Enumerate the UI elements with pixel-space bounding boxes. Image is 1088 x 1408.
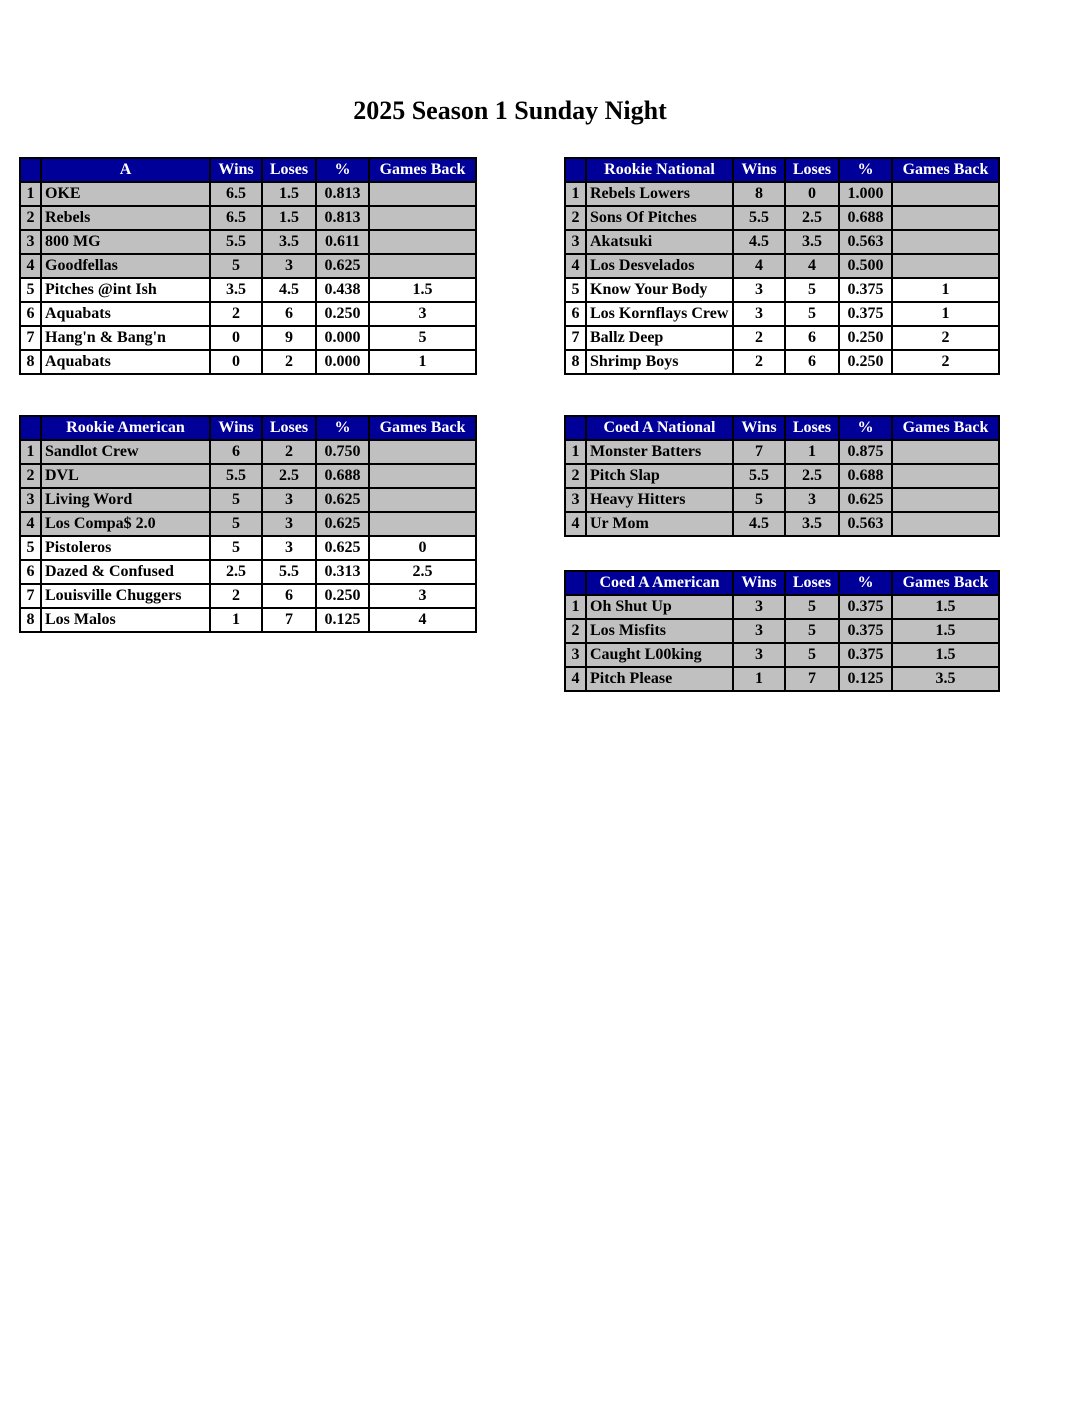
loses-cell: 0 — [785, 182, 839, 206]
games-back-cell — [892, 512, 999, 536]
division-name-header: A — [41, 158, 210, 182]
pct-cell: 0.375 — [839, 278, 892, 302]
wins-cell: 5 — [733, 488, 785, 512]
games-back-cell — [369, 230, 476, 254]
loses-cell: 3 — [262, 512, 316, 536]
team-name-cell: OKE — [41, 182, 210, 206]
rank-header — [20, 416, 41, 440]
loses-cell: 1 — [785, 440, 839, 464]
rank-cell: 2 — [565, 619, 586, 643]
table-row — [20, 464, 476, 488]
games-back-header: Games Back — [369, 158, 476, 182]
rank-cell: 5 — [20, 536, 41, 560]
table-row — [565, 230, 999, 254]
wins-cell: 5.5 — [210, 464, 262, 488]
table-row — [565, 302, 999, 326]
pct-cell: 0.375 — [839, 302, 892, 326]
games-back-cell: 3 — [369, 584, 476, 608]
loses-cell: 4.5 — [262, 278, 316, 302]
team-name-cell: Sandlot Crew — [41, 440, 210, 464]
rank-cell: 2 — [20, 206, 41, 230]
table-row — [20, 536, 476, 560]
team-name-cell: Sons Of Pitches — [586, 206, 733, 230]
team-name-cell: Los Malos — [41, 608, 210, 632]
rank-cell: 7 — [565, 326, 586, 350]
loses-cell: 3 — [262, 536, 316, 560]
games-back-cell: 1.5 — [369, 278, 476, 302]
table-row — [20, 440, 476, 464]
rank-cell: 1 — [20, 182, 41, 206]
rank-cell: 3 — [565, 488, 586, 512]
rank-cell: 3 — [565, 643, 586, 667]
table-row — [565, 643, 999, 667]
pct-cell: 0.625 — [316, 512, 369, 536]
wins-cell: 3 — [733, 595, 785, 619]
loses-cell: 5 — [785, 302, 839, 326]
games-back-cell — [892, 182, 999, 206]
wins-cell: 3 — [733, 643, 785, 667]
games-back-header: Games Back — [892, 158, 999, 182]
games-back-cell — [369, 254, 476, 278]
games-back-cell: 1 — [892, 278, 999, 302]
table-row — [20, 230, 476, 254]
wins-cell: 2 — [733, 350, 785, 374]
team-name-cell: Rebels Lowers — [586, 182, 733, 206]
team-name-cell: Know Your Body — [586, 278, 733, 302]
wins-cell: 4.5 — [733, 230, 785, 254]
rank-cell: 8 — [20, 350, 41, 374]
rank-header — [20, 158, 41, 182]
wins-header: Wins — [210, 158, 262, 182]
table-row — [565, 619, 999, 643]
table-row — [565, 182, 999, 206]
loses-cell: 2.5 — [785, 206, 839, 230]
table-row — [20, 206, 476, 230]
loses-header: Loses — [785, 416, 839, 440]
games-back-header: Games Back — [892, 416, 999, 440]
team-name-cell: Oh Shut Up — [586, 595, 733, 619]
pct-cell: 0.625 — [316, 536, 369, 560]
wins-cell: 3 — [733, 278, 785, 302]
rank-cell: 4 — [565, 667, 586, 691]
wins-header: Wins — [733, 158, 785, 182]
games-back-cell: 1.5 — [892, 619, 999, 643]
rank-cell: 8 — [20, 608, 41, 632]
page-title: 2025 Season 1 Sunday Night — [353, 96, 667, 125]
wins-cell: 0 — [210, 350, 262, 374]
division-name-header: Rookie American — [41, 416, 210, 440]
pct-cell: 0.563 — [839, 230, 892, 254]
pct-cell: 0.000 — [316, 326, 369, 350]
table-row — [20, 326, 476, 350]
rank-cell: 4 — [20, 254, 41, 278]
team-name-cell: Pitch Please — [586, 667, 733, 691]
games-back-cell: 4 — [369, 608, 476, 632]
table-header-row — [20, 416, 476, 440]
loses-cell: 3 — [262, 488, 316, 512]
team-name-cell: Aquabats — [41, 302, 210, 326]
rank-cell: 1 — [20, 440, 41, 464]
pct-cell: 0.250 — [839, 326, 892, 350]
rank-cell: 3 — [20, 488, 41, 512]
table-row — [565, 464, 999, 488]
pct-cell: 0.563 — [839, 512, 892, 536]
loses-cell: 6 — [785, 326, 839, 350]
games-back-cell: 3.5 — [892, 667, 999, 691]
pct-cell: 0.688 — [839, 206, 892, 230]
pct-cell: 0.000 — [316, 350, 369, 374]
table-row — [20, 512, 476, 536]
team-name-cell: Akatsuki — [586, 230, 733, 254]
team-name-cell: Monster Batters — [586, 440, 733, 464]
table-row — [20, 254, 476, 278]
rank-cell: 7 — [20, 326, 41, 350]
wins-header: Wins — [210, 416, 262, 440]
wins-header: Wins — [733, 416, 785, 440]
wins-cell: 3.5 — [210, 278, 262, 302]
table-row — [565, 254, 999, 278]
rank-cell: 5 — [20, 278, 41, 302]
games-back-cell — [892, 230, 999, 254]
wins-cell: 2 — [210, 584, 262, 608]
table-row — [20, 584, 476, 608]
rank-cell: 4 — [565, 512, 586, 536]
games-back-cell: 1.5 — [892, 643, 999, 667]
division-name-header: Coed A American — [586, 571, 733, 595]
games-back-cell — [369, 440, 476, 464]
loses-header: Loses — [785, 571, 839, 595]
loses-cell: 2 — [262, 350, 316, 374]
pct-cell: 0.125 — [839, 667, 892, 691]
pct-cell: 0.750 — [316, 440, 369, 464]
table-row — [20, 182, 476, 206]
games-back-cell: 1 — [369, 350, 476, 374]
team-name-cell: Ur Mom — [586, 512, 733, 536]
games-back-cell: 2 — [892, 326, 999, 350]
pct-cell: 0.313 — [316, 560, 369, 584]
pct-cell: 0.625 — [316, 488, 369, 512]
loses-cell: 3 — [262, 254, 316, 278]
table-row — [565, 326, 999, 350]
pct-cell: 0.875 — [839, 440, 892, 464]
team-name-cell: Pitches @int Ish — [41, 278, 210, 302]
pct-header: % — [839, 571, 892, 595]
pct-cell: 0.250 — [316, 302, 369, 326]
team-name-cell: Los Misfits — [586, 619, 733, 643]
table-row — [565, 350, 999, 374]
rank-cell: 4 — [565, 254, 586, 278]
loses-cell: 3 — [785, 488, 839, 512]
standings-table-coed-a-american — [564, 570, 1000, 692]
rank-cell: 2 — [565, 464, 586, 488]
team-name-cell: Los Compa$ 2.0 — [41, 512, 210, 536]
pct-cell: 0.688 — [316, 464, 369, 488]
loses-cell: 3.5 — [262, 230, 316, 254]
loses-header: Loses — [262, 158, 316, 182]
table-row — [565, 206, 999, 230]
team-name-cell: Aquabats — [41, 350, 210, 374]
rank-cell: 1 — [565, 182, 586, 206]
loses-cell: 1.5 — [262, 182, 316, 206]
rank-cell: 6 — [20, 302, 41, 326]
team-name-cell: Heavy Hitters — [586, 488, 733, 512]
rank-cell: 6 — [20, 560, 41, 584]
team-name-cell: DVL — [41, 464, 210, 488]
wins-cell: 2.5 — [210, 560, 262, 584]
games-back-cell: 2.5 — [369, 560, 476, 584]
team-name-cell: Goodfellas — [41, 254, 210, 278]
table-header-row — [565, 416, 999, 440]
wins-cell: 5.5 — [210, 230, 262, 254]
wins-cell: 5 — [210, 488, 262, 512]
wins-cell: 5 — [210, 254, 262, 278]
wins-cell: 2 — [210, 302, 262, 326]
pct-header: % — [316, 158, 369, 182]
table-header-row — [565, 158, 999, 182]
pct-cell: 1.000 — [839, 182, 892, 206]
table-header-row — [565, 571, 999, 595]
standings-table-a — [19, 157, 477, 375]
division-name-header: Coed A National — [586, 416, 733, 440]
wins-cell: 5 — [210, 536, 262, 560]
games-back-cell — [369, 206, 476, 230]
loses-header: Loses — [785, 158, 839, 182]
pct-cell: 0.625 — [839, 488, 892, 512]
standings-table-rookie-american — [19, 415, 477, 633]
rank-cell: 8 — [565, 350, 586, 374]
games-back-cell: 0 — [369, 536, 476, 560]
team-name-cell: Pistoleros — [41, 536, 210, 560]
games-back-cell — [369, 488, 476, 512]
games-back-cell — [369, 182, 476, 206]
loses-cell: 2.5 — [262, 464, 316, 488]
games-back-cell — [892, 206, 999, 230]
games-back-cell: 5 — [369, 326, 476, 350]
games-back-cell: 1 — [892, 302, 999, 326]
table-row — [565, 278, 999, 302]
standings-table-coed-a-national — [564, 415, 1000, 537]
games-back-header: Games Back — [369, 416, 476, 440]
team-name-cell: Louisville Chuggers — [41, 584, 210, 608]
table-row — [565, 667, 999, 691]
games-back-cell — [892, 440, 999, 464]
wins-cell: 5.5 — [733, 464, 785, 488]
wins-cell: 1 — [733, 667, 785, 691]
division-name-header: Rookie National — [586, 158, 733, 182]
table-row — [20, 350, 476, 374]
rank-cell: 6 — [565, 302, 586, 326]
loses-cell: 4 — [785, 254, 839, 278]
team-name-cell: Hang'n & Bang'n — [41, 326, 210, 350]
loses-cell: 7 — [785, 667, 839, 691]
rank-cell: 4 — [20, 512, 41, 536]
wins-header: Wins — [733, 571, 785, 595]
pct-cell: 0.438 — [316, 278, 369, 302]
wins-cell: 4 — [733, 254, 785, 278]
pct-header: % — [839, 416, 892, 440]
loses-cell: 2.5 — [785, 464, 839, 488]
team-name-cell: Los Desvelados — [586, 254, 733, 278]
rank-cell: 3 — [20, 230, 41, 254]
games-back-cell — [892, 464, 999, 488]
games-back-cell — [892, 488, 999, 512]
table-row — [20, 488, 476, 512]
wins-cell: 3 — [733, 302, 785, 326]
pct-header: % — [839, 158, 892, 182]
games-back-cell: 3 — [369, 302, 476, 326]
team-name-cell: Ballz Deep — [586, 326, 733, 350]
wins-cell: 8 — [733, 182, 785, 206]
table-header-row — [20, 158, 476, 182]
pct-header: % — [316, 416, 369, 440]
team-name-cell: Rebels — [41, 206, 210, 230]
games-back-cell — [369, 512, 476, 536]
wins-cell: 2 — [733, 326, 785, 350]
team-name-cell: Pitch Slap — [586, 464, 733, 488]
pct-cell: 0.813 — [316, 182, 369, 206]
wins-cell: 3 — [733, 619, 785, 643]
rank-cell: 3 — [565, 230, 586, 254]
team-name-cell: Living Word — [41, 488, 210, 512]
rank-cell: 7 — [20, 584, 41, 608]
games-back-cell — [369, 464, 476, 488]
table-row — [20, 278, 476, 302]
games-back-cell: 1.5 — [892, 595, 999, 619]
table-row — [20, 302, 476, 326]
rank-cell: 1 — [565, 595, 586, 619]
loses-cell: 6 — [785, 350, 839, 374]
loses-cell: 5 — [785, 619, 839, 643]
pct-cell: 0.688 — [839, 464, 892, 488]
pct-cell: 0.625 — [316, 254, 369, 278]
rank-cell: 2 — [565, 206, 586, 230]
table-row — [20, 608, 476, 632]
rank-cell: 1 — [565, 440, 586, 464]
loses-cell: 5 — [785, 643, 839, 667]
loses-cell: 6 — [262, 302, 316, 326]
rank-header — [565, 416, 586, 440]
pct-cell: 0.500 — [839, 254, 892, 278]
team-name-cell: Shrimp Boys — [586, 350, 733, 374]
wins-cell: 5 — [210, 512, 262, 536]
rank-header — [565, 571, 586, 595]
wins-cell: 1 — [210, 608, 262, 632]
wins-cell: 6.5 — [210, 206, 262, 230]
wins-cell: 0 — [210, 326, 262, 350]
pct-cell: 0.250 — [316, 584, 369, 608]
loses-cell: 5 — [785, 278, 839, 302]
loses-cell: 6 — [262, 584, 316, 608]
wins-cell: 6 — [210, 440, 262, 464]
pct-cell: 0.250 — [839, 350, 892, 374]
rank-cell: 2 — [20, 464, 41, 488]
table-row — [20, 560, 476, 584]
loses-header: Loses — [262, 416, 316, 440]
pct-cell: 0.125 — [316, 608, 369, 632]
loses-cell: 5 — [785, 595, 839, 619]
pct-cell: 0.813 — [316, 206, 369, 230]
loses-cell: 3.5 — [785, 230, 839, 254]
table-row — [565, 440, 999, 464]
standings-table-rookie-national — [564, 157, 1000, 375]
pct-cell: 0.611 — [316, 230, 369, 254]
team-name-cell: Caught L00king — [586, 643, 733, 667]
pct-cell: 0.375 — [839, 643, 892, 667]
loses-cell: 1.5 — [262, 206, 316, 230]
loses-cell: 2 — [262, 440, 316, 464]
wins-cell: 6.5 — [210, 182, 262, 206]
table-row — [565, 595, 999, 619]
rank-header — [565, 158, 586, 182]
table-row — [565, 512, 999, 536]
loses-cell: 5.5 — [262, 560, 316, 584]
loses-cell: 7 — [262, 608, 316, 632]
team-name-cell: Los Kornflays Crew — [586, 302, 733, 326]
pct-cell: 0.375 — [839, 619, 892, 643]
loses-cell: 3.5 — [785, 512, 839, 536]
games-back-cell: 2 — [892, 350, 999, 374]
team-name-cell: Dazed & Confused — [41, 560, 210, 584]
wins-cell: 7 — [733, 440, 785, 464]
pct-cell: 0.375 — [839, 595, 892, 619]
wins-cell: 4.5 — [733, 512, 785, 536]
games-back-header: Games Back — [892, 571, 999, 595]
team-name-cell: 800 MG — [41, 230, 210, 254]
loses-cell: 9 — [262, 326, 316, 350]
rank-cell: 5 — [565, 278, 586, 302]
wins-cell: 5.5 — [733, 206, 785, 230]
games-back-cell — [892, 254, 999, 278]
table-row — [565, 488, 999, 512]
